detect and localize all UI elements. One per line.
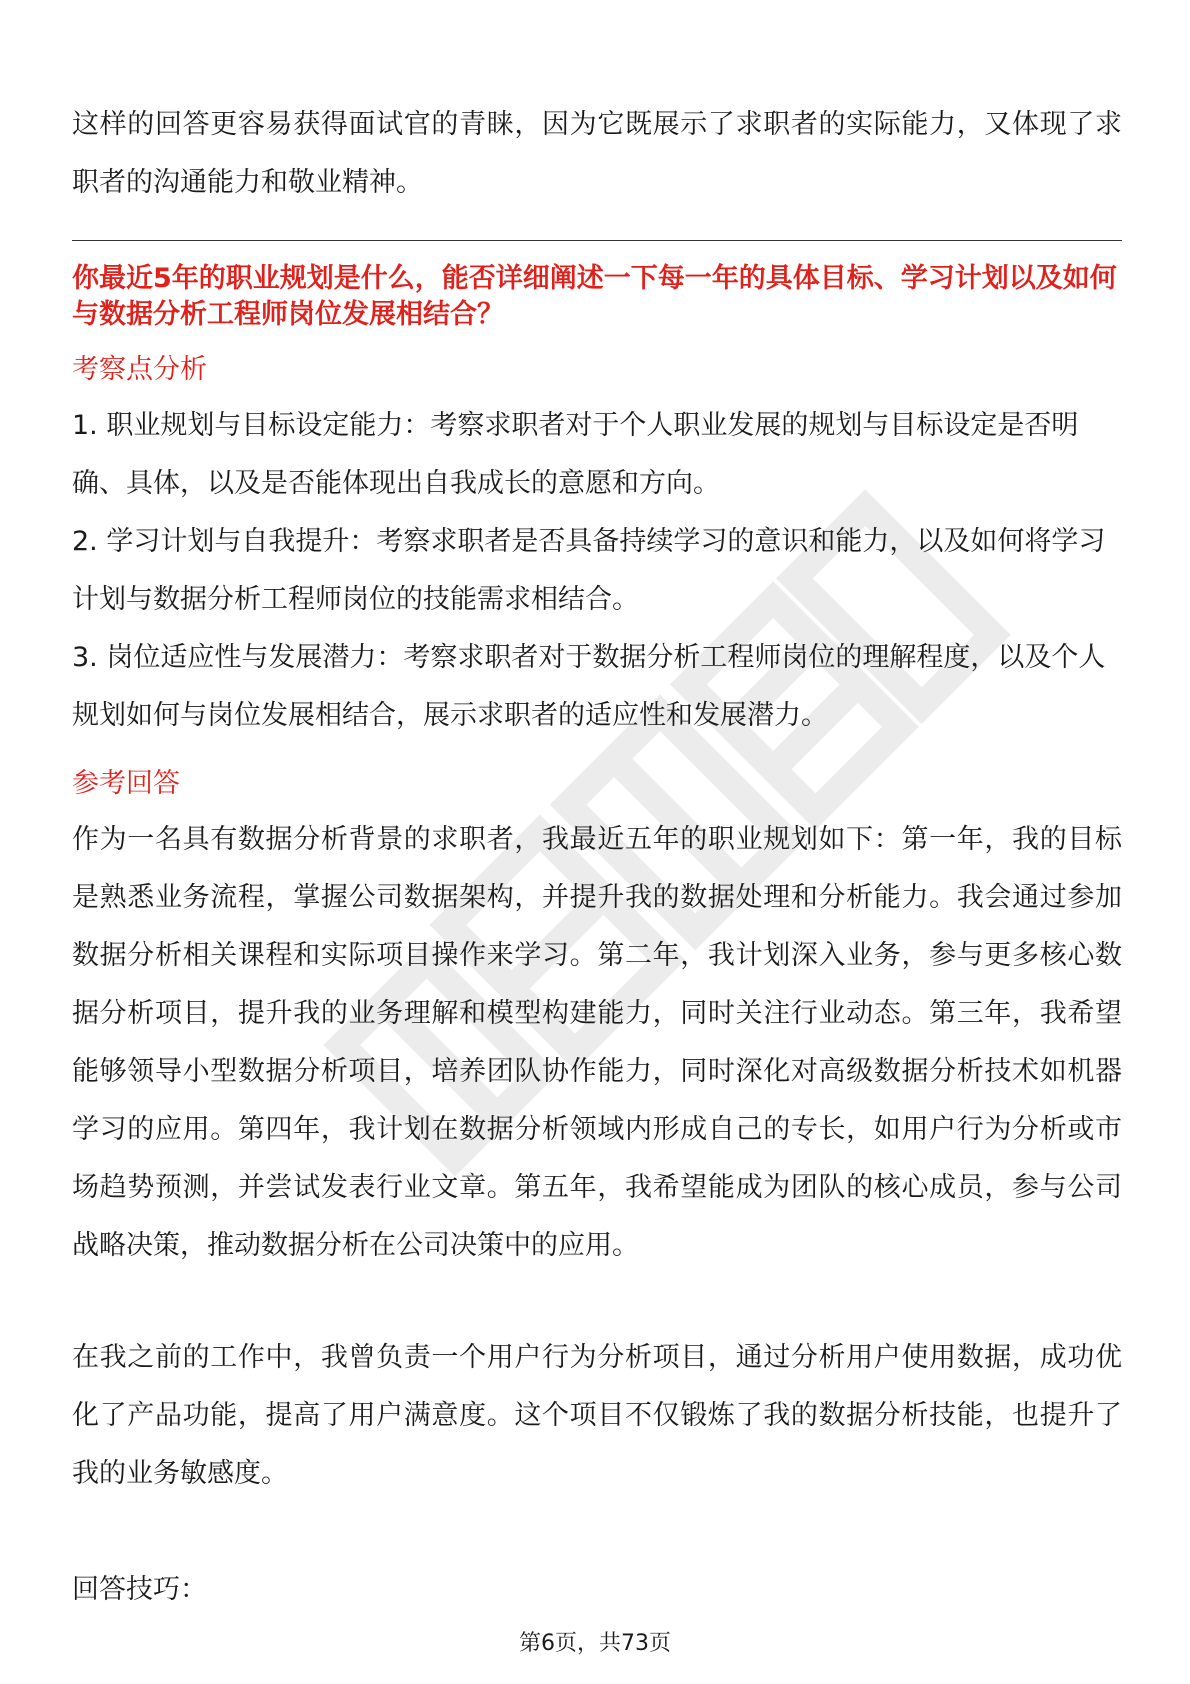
interview-question: 你最近5年的职业规划是什么，能否详细阐述一下每一年的具体目标、学习计划以及如何与数据分析工程师岗位发展相结合？ — [72, 263, 1117, 330]
page-footer: 第6页，共73页 — [519, 1631, 671, 1656]
section-divider — [72, 240, 1122, 241]
reference-paragraph-1: 作为一名具有数据分析背景的求职者，我最近五年的职业规划如下：第一年，我的目标是熟悉业务流程，掌握公司数据架构，并提升我的数据处理和分析能力。我会通过参加数据分析相关课程和实际项目操作来学习。第二年，我计划深入业务，参与更多核心数据分析项目，提升我的业务理解和模型构建能力，同时关注行业动态。第三年，我希望能够领导小型数据分析项目，培养团队协作能力，同时深化对高级数据分析技术如机器学习的应用。第四年，我计划在数据分析领域内形成自己的专长，如用户行为分析或市场趋势预测，并尝试发表行业文章。第五年，我希望能成为团队的核心成员，参与公司战略决策，推动数据分析在公司决策中的应用。 — [72, 824, 1122, 1261]
analysis-item-2: 2. 学习计划与自我提升：考察求职者是否具备持续学习的意识和能力，以及如何将学习计划与数据分析工程师岗位的技能需求相结合。 — [72, 526, 1106, 615]
intro-paragraph: 这样的回答更容易获得面试官的青睐，因为它既展示了求职者的实际能力，又体现了求职者的沟通能力和敬业精神。 — [72, 109, 1122, 198]
reference-title: 参考回答 — [72, 768, 180, 799]
analysis-item-1: 1. 职业规划与目标设定能力：考察求职者对于个人职业发展的规划与目标设定是否明确、具体，以及是否能体现出自我成长的意愿和方向。 — [72, 410, 1079, 499]
reference-paragraph-2: 在我之前的工作中，我曾负责一个用户行为分析项目，通过分析用户使用数据，成功优化了产品功能，提高了用户满意度。这个项目不仅锻炼了我的数据分析技能，也提升了我的业务敏感度。 — [72, 1342, 1122, 1489]
analysis-title: 考察点分析 — [72, 354, 207, 385]
tips-label: 回答技巧： — [72, 1574, 207, 1605]
analysis-item-3: 3. 岗位适应性与发展潜力：考察求职者对于数据分析工程师岗位的理解程度，以及个人规划如何与岗位发展相结合，展示求职者的适应性和发展潜力。 — [72, 642, 1106, 731]
document-page — [72, 96, 1122, 1619]
